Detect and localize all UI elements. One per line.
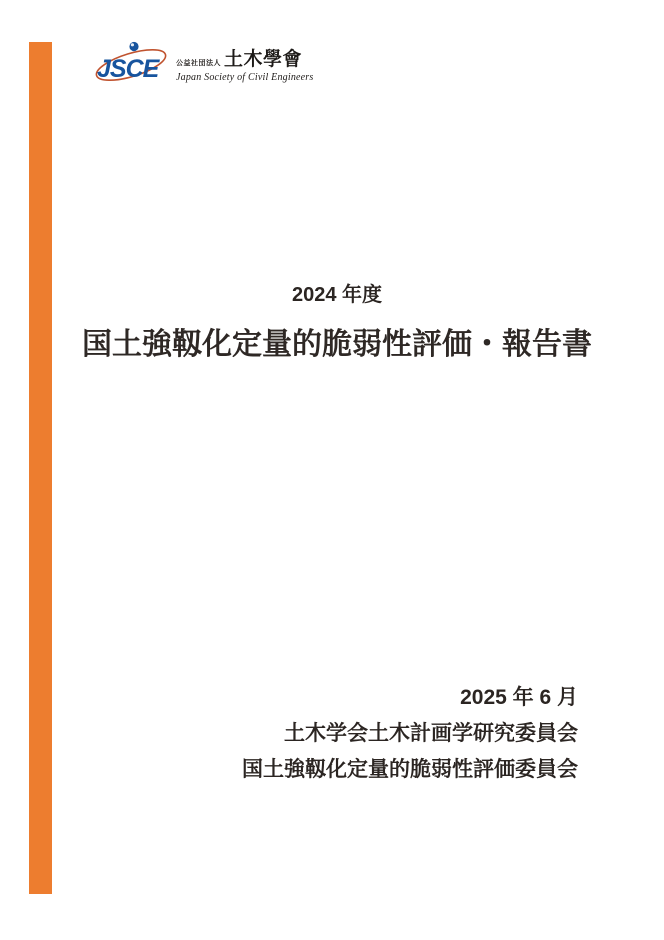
- fiscal-year-label: 2024 年度: [291, 284, 383, 306]
- jsce-emblem-icon: [92, 40, 170, 90]
- logo-org-type: 公益社団法人: [176, 60, 221, 67]
- orbit-ball-icon: [129, 42, 138, 51]
- committee-line-2: 国土強靱化定量的脆弱性評価委員会: [242, 758, 578, 781]
- publication-date: 2025 年 6 月: [460, 686, 578, 709]
- jsce-logo-text: [176, 50, 313, 83]
- title-block: [10, 284, 664, 363]
- orbit-ball-highlight-icon: [131, 43, 134, 46]
- jsce-acronym: JSCE: [97, 55, 159, 83]
- logo-org-name-kanji: 土木學會: [224, 49, 303, 70]
- footer-block: [242, 680, 578, 788]
- logo-org-name-english: Japan Society of Civil Engineers: [176, 72, 314, 83]
- logo-kanji-row: [176, 50, 313, 69]
- left-accent-bar: [29, 42, 52, 894]
- committee-line-1: 土木学会土木計画学研究委員会: [284, 722, 578, 745]
- report-title: 国土強靱化定量的脆弱性評価・報告書: [82, 328, 592, 361]
- jsce-logo: [92, 40, 313, 90]
